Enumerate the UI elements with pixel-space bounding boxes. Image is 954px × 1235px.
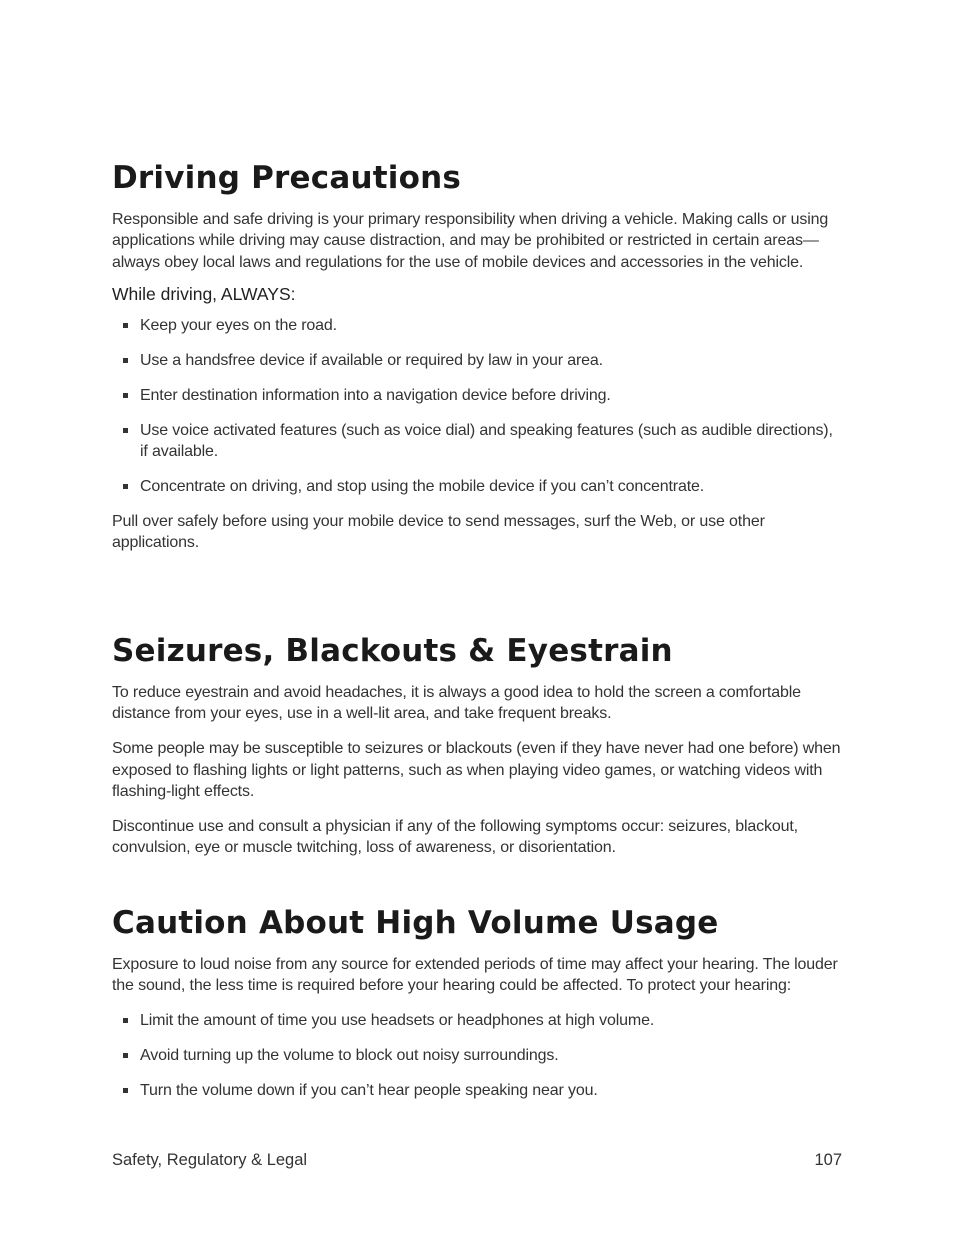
- list-item: Limit the amount of time you use headsets or headphones at high volume.: [112, 1010, 842, 1031]
- square-bullet-icon: [123, 484, 128, 489]
- square-bullet-icon: [123, 323, 128, 328]
- high-volume-list: [112, 1010, 842, 1101]
- high-volume-intro-paragraph: Exposure to loud noise from any source for extended periods of time may affect your hearing. The louder the sound, the less time is required before your hearing could be affected. To protect your hearing:: [112, 956, 838, 995]
- list-item: Keep your eyes on the road.: [112, 315, 842, 336]
- square-bullet-icon: [123, 1088, 128, 1093]
- footer-page-number: 107: [814, 1151, 842, 1169]
- driving-outro-paragraph: Pull over safely before using your mobile device to send messages, surf the Web, or use other applications.: [112, 513, 765, 552]
- list-item: Turn the volume down if you can’t hear people speaking near you.: [112, 1080, 842, 1101]
- driving-intro-paragraph: Responsible and safe driving is your primary responsibility when driving a vehicle. Making calls or using applications while driving may cause distraction, and may be prohibited or restricted in certain areas—always obey local laws and regulations for the use of mobile devices and accessories in the vehicle.: [112, 211, 829, 271]
- list-item: Concentrate on driving, and stop using the mobile device if you can’t concentrate.: [112, 476, 842, 497]
- list-item: Use voice activated features (such as voice dial) and speaking features (such as audible directions), if available.: [112, 420, 842, 463]
- driving-always-subheading: While driving, ALWAYS:: [112, 283, 296, 304]
- driving-always-list: [112, 315, 842, 498]
- high-volume-section: [112, 904, 842, 1102]
- square-bullet-icon: [123, 428, 128, 433]
- list-item: Use a handsfree device if available or required by law in your area.: [112, 350, 842, 371]
- footer-section-title: Safety, Regulatory & Legal: [112, 1151, 308, 1169]
- list-item: Avoid turning up the volume to block out noisy surroundings.: [112, 1045, 842, 1066]
- high-volume-heading: Caution About High Volume Usage: [112, 905, 719, 941]
- seizures-section: [112, 632, 842, 858]
- seizures-heading: Seizures, Blackouts & Eyestrain: [112, 633, 673, 669]
- driving-precautions-section: [112, 159, 842, 554]
- square-bullet-icon: [123, 1018, 128, 1023]
- seizures-paragraph: Discontinue use and consult a physician if any of the following symptoms occur: seizures, blackout, convulsion, eye or muscle twitching, loss of awareness, or disorientation.: [112, 817, 798, 857]
- square-bullet-icon: [123, 1053, 128, 1058]
- seizures-paragraph: To reduce eyestrain and avoid headaches, it is always a good idea to hold the screen a comfortable distance from your eyes, use in a well-lit area, and take frequent breaks.: [112, 684, 801, 723]
- square-bullet-icon: [123, 393, 128, 398]
- list-item: Enter destination information into a navigation device before driving.: [112, 385, 842, 406]
- seizures-paragraph: Some people may be susceptible to seizures or blackouts (even if they have never had one before) when exposed to flashing lights or light patterns, such as when playing video games, or watching videos with flashing-light effects.: [112, 740, 841, 800]
- driving-precautions-heading: Driving Precautions: [112, 160, 461, 196]
- square-bullet-icon: [123, 358, 128, 363]
